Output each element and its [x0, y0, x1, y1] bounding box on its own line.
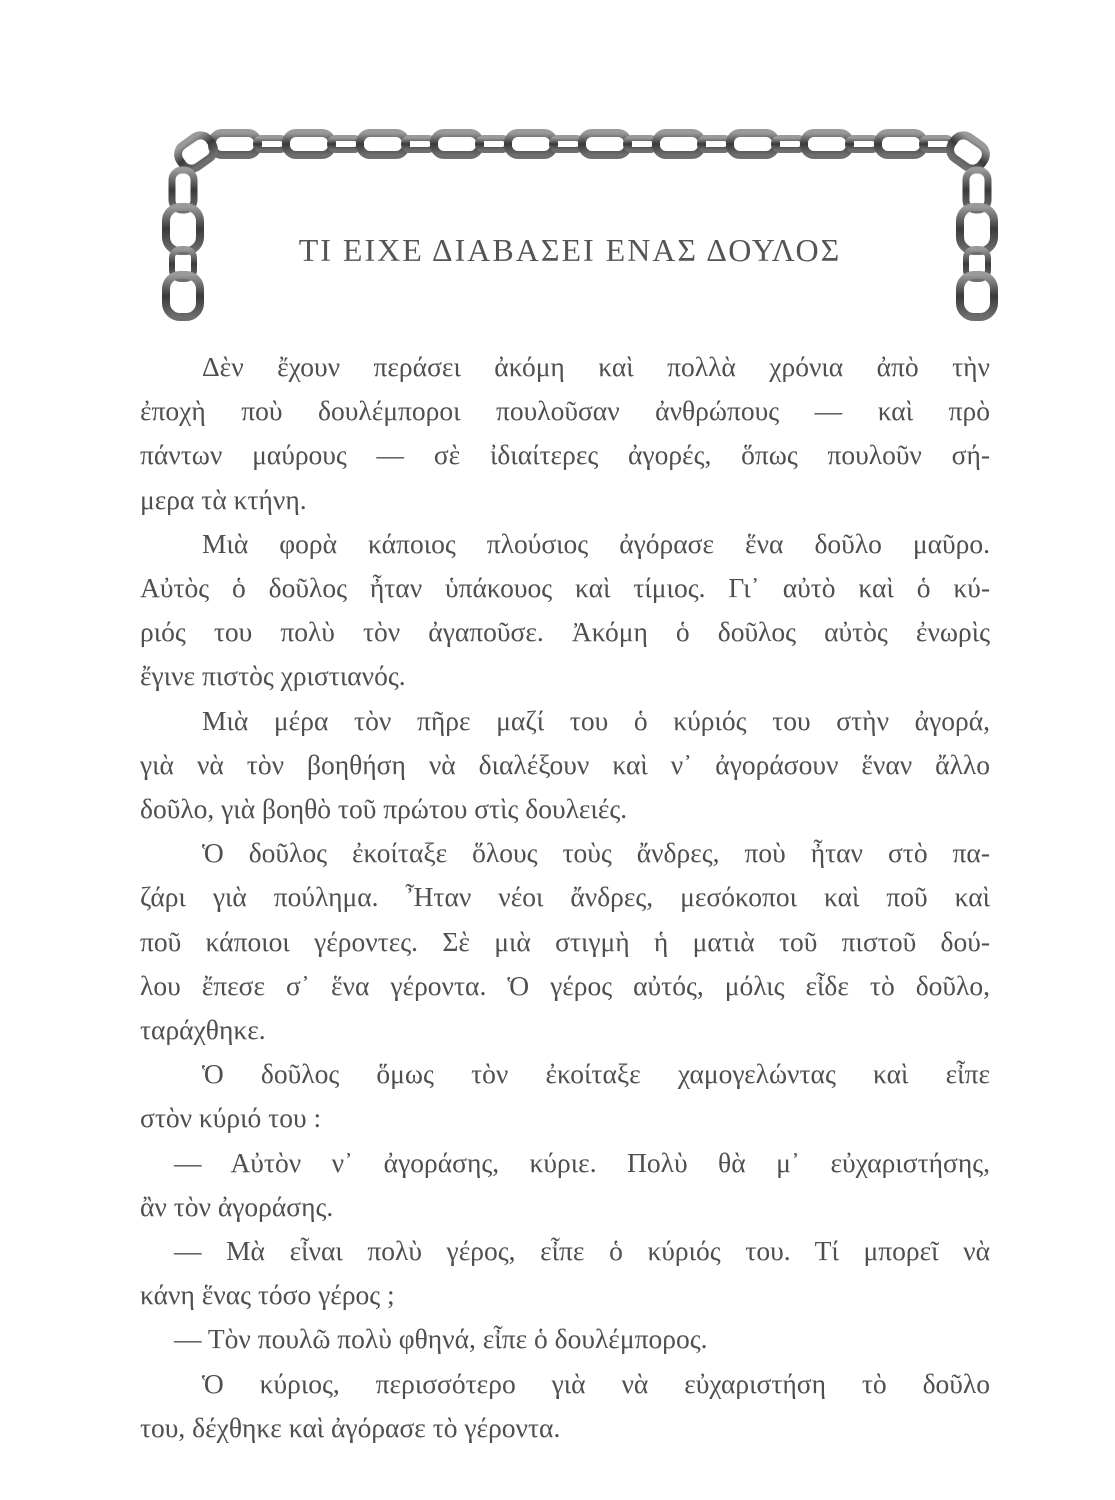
text-line: στὸν κύριό του : — [140, 1102, 322, 1134]
text-line: Ὁ κύριος, περισσότερο γιὰ νὰ εὐχαριστήση τὸ δοῦλο — [202, 1367, 990, 1399]
story-text — [140, 345, 990, 1450]
text-line: του, δέχθηκε καὶ ἀγόρασε τὸ γέροντα. — [140, 1411, 561, 1443]
text-line: ἔγινε πιστὸς χριστιανός. — [140, 660, 406, 692]
text-line: μερα τὰ κτήνη. — [140, 483, 307, 515]
paragraph — [140, 831, 990, 1052]
paragraph — [140, 1362, 990, 1450]
text-line: γιὰ νὰ τὸν βοηθήση νὰ διαλέξουν καὶ ν᾿ ἀγοράσουν ἕναν ἄλλο — [140, 748, 990, 780]
chapter-title: ΤΙ ΕΙΧΕ ΔΙΑΒΑΣΕΙ ΕΝΑΣ ΔΟΥΛΟΣ — [298, 232, 842, 268]
chain-left-side — [166, 131, 218, 317]
paragraph — [140, 1317, 990, 1361]
text-line: Μιὰ φορὰ κάποιος πλούσιος ἀγόρασε ἕνα δοῦλο μαῦρο. — [202, 527, 990, 559]
chain-top — [212, 133, 952, 155]
text-line: — Μὰ εἶναι πολὺ γέρος, εἶπε ὁ κύριός του. Τί μπορεῖ νὰ — [174, 1235, 990, 1267]
text-line: — Αὐτὸν ν᾿ ἀγοράσης, κύριε. Πολὺ θὰ μ᾿ εὐχαριστήσης, — [174, 1146, 990, 1178]
paragraph — [140, 345, 990, 522]
text-line: Αὐτὸς ὁ δοῦλος ἦταν ὑπάκουος καὶ τίμιος. Γι᾿ αὐτὸ καὶ ὁ κύ- — [140, 572, 990, 604]
text-line: κάνη ἕνας τόσο γέρος ; — [140, 1279, 395, 1311]
text-line: πάντων μαύρους — σὲ ἰδιαίτερες ἀγορές, ὅπως πουλοῦν σή- — [140, 439, 990, 471]
text-line: ποῦ κάποιοι γέροντες. Σὲ μιὰ στιγμὴ ἡ ματιὰ τοῦ πιστοῦ δού- — [140, 925, 990, 957]
text-line: ἐποχὴ ποὺ δουλέμποροι πουλοῦσαν ἀνθρώπους — καὶ πρὸ — [140, 395, 990, 427]
text-line: — Τὸν πουλῶ πολὺ φθηνά, εἶπε ὁ δουλέμπορος. — [174, 1323, 708, 1355]
text-line: λου ἔπεσε σ᾿ ἕνα γέροντα. Ὁ γέρος αὐτός, μόλις εἶδε τὸ δοῦλο, — [140, 969, 990, 1001]
paragraph — [140, 699, 990, 832]
text-line: Ὁ δοῦλος ὅμως τὸν ἐκοίταξε χαμογελώντας καὶ εἶπε — [202, 1058, 990, 1090]
paragraph — [140, 1141, 990, 1229]
text-line: Δὲν ἔχουν περάσει ἀκόμη καὶ πολλὰ χρόνια ἀπὸ τὴν — [202, 351, 990, 382]
paragraph — [140, 522, 990, 699]
paragraph — [140, 1052, 990, 1140]
text-line: Μιὰ μέρα τὸν πῆρε μαζί του ὁ κύριός του στὴν ἀγορά, — [202, 704, 990, 736]
chain-right-side — [946, 131, 994, 317]
text-line: Ὁ δοῦλος ἐκοίταξε ὅλους τοὺς ἄνδρες, ποὺ ἦταν στὸ πα- — [202, 837, 990, 869]
paragraph — [140, 1229, 990, 1317]
text-line: ταράχθηκε. — [140, 1014, 266, 1046]
text-line: δοῦλο, γιὰ βοηθὸ τοῦ πρώτου στὶς δουλειές. — [140, 793, 628, 825]
text-line: ριός του πολὺ τὸν ἀγαποῦσε. Ἀκόμη ὁ δοῦλος αὐτὸς ἐνωρὶς — [140, 616, 990, 648]
chain-border-illustration — [160, 125, 1000, 330]
text-line: ἂν τὸν ἀγοράσης. — [140, 1190, 334, 1222]
text-line: ζάρι γιὰ πούλημα. Ἦταν νέοι ἄνδρες, μεσόκοποι καὶ ποῦ καὶ — [140, 881, 990, 913]
